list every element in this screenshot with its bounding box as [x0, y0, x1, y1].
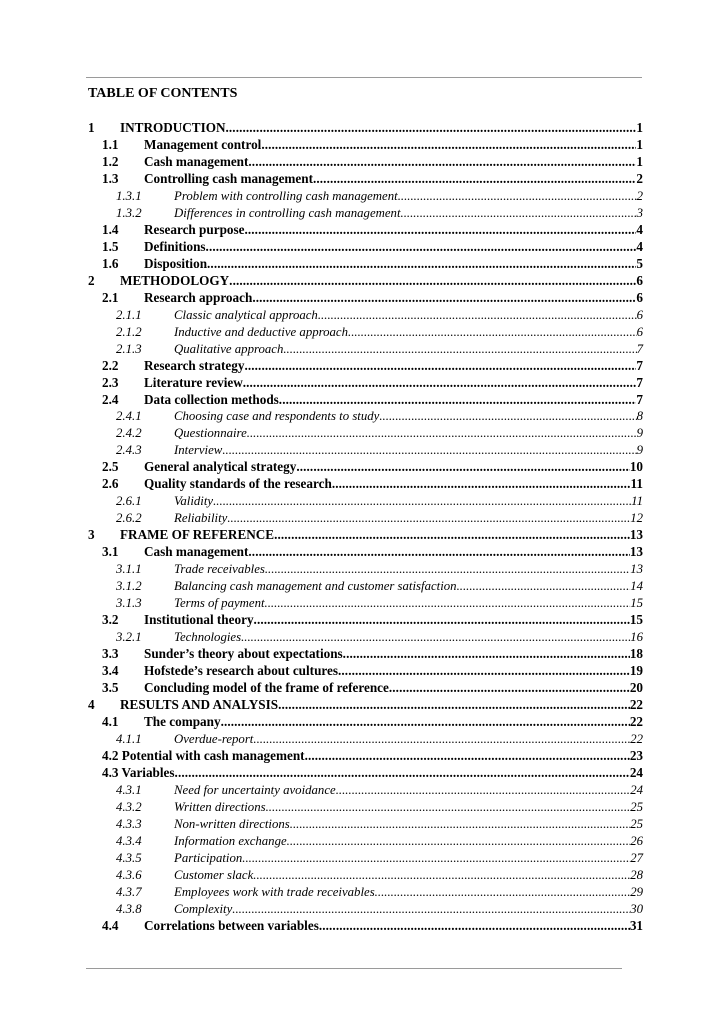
toc-entry-title: RESULTS AND ANALYSIS: [120, 696, 279, 712]
toc-entry-number: 1: [88, 120, 95, 135]
toc-entry-title: Definitions: [144, 238, 206, 254]
toc-dot-leader: [254, 612, 630, 629]
toc-dot-leader: [274, 527, 630, 544]
toc-entry-number: 1.3: [102, 170, 119, 186]
toc-entry[interactable]: [88, 154, 643, 171]
toc-dot-leader: [247, 425, 637, 442]
toc-dot-leader: [338, 663, 630, 680]
toc-entry-title: Customer slack: [174, 867, 254, 882]
toc-entry[interactable]: [88, 442, 643, 459]
toc-dot-leader: [336, 782, 631, 799]
toc-entry[interactable]: [88, 256, 643, 273]
toc-entry-title: Sunder’s theory about expectations: [144, 646, 343, 662]
toc-entry[interactable]: [88, 561, 643, 578]
toc-entry[interactable]: [88, 578, 643, 595]
toc-entry[interactable]: [88, 918, 643, 935]
toc-entry-title: Cash management: [144, 153, 249, 169]
toc-dot-leader: [318, 307, 637, 324]
toc-entry-title: Employees work with trade receivables: [174, 884, 375, 899]
toc-entry-number: 4.3.8: [116, 901, 142, 916]
toc-dot-leader: [332, 476, 631, 493]
toc-dot-leader: [283, 341, 636, 358]
toc-entry-page: 31: [629, 917, 643, 933]
toc-entry-number: 2.3: [102, 374, 119, 390]
toc-entry-title: General analytical strategy: [144, 459, 297, 475]
toc-entry-title: FRAME OF REFERENCE: [120, 527, 275, 543]
toc-entry-title: Balancing cash management and customer satisfaction: [174, 579, 457, 594]
toc-entry-title: 4.2 Potential with cash management: [102, 747, 305, 763]
toc-entry-title: Information exchange: [174, 833, 287, 848]
toc-entry-number: 2.4.3: [116, 443, 142, 458]
toc-entry-page: 7: [636, 357, 643, 373]
toc-entry-title: Disposition: [144, 255, 208, 271]
toc-dot-leader: [319, 918, 630, 935]
toc-entry-page: 7: [636, 341, 643, 356]
toc-entry-number: 4.3.5: [116, 850, 142, 865]
toc-entry-title: Interview: [174, 443, 223, 458]
toc-dot-leader: [389, 680, 630, 697]
toc-entry-page: 1: [636, 136, 643, 152]
toc-entry-title: Qualitative approach: [174, 341, 284, 356]
toc-entry-number: 2.6: [102, 476, 119, 492]
toc-entry-page: 6: [636, 307, 643, 322]
toc-entry-page: 13: [629, 527, 643, 543]
toc-entry[interactable]: [88, 375, 643, 392]
toc-dot-leader: [343, 646, 630, 663]
toc-entry-page: 6: [636, 289, 643, 305]
toc-entry-number: 1.2: [102, 153, 119, 169]
toc-entry-number: 2.6.2: [116, 511, 142, 526]
toc-dot-leader: [265, 561, 630, 578]
toc-entry-title: Research approach: [144, 289, 253, 305]
toc-entry-title: Controlling cash management: [144, 170, 313, 186]
toc-dot-leader: [175, 765, 630, 782]
toc-entry-title: Choosing case and respondents to study: [174, 409, 380, 424]
toc-entry[interactable]: [88, 799, 643, 816]
toc-dot-leader: [245, 222, 637, 239]
toc-dot-leader: [375, 884, 631, 901]
toc-entry-page: 16: [630, 630, 643, 645]
toc-entry-title: Questionnaire: [174, 426, 247, 441]
toc-entry-number: 1.3.1: [116, 188, 142, 203]
toc-entry-page: 1: [636, 120, 643, 135]
toc-entry-page: 29: [630, 884, 643, 899]
toc-entry-title: Need for uncertainty avoidance: [174, 782, 336, 797]
toc-entry-page: 22: [629, 696, 643, 712]
toc-dot-leader: [296, 459, 629, 476]
toc-entry-title: Reliability: [174, 511, 228, 526]
toc-entry-number: 1.3.2: [116, 205, 142, 220]
toc-dot-leader: [241, 629, 630, 646]
toc-entry-page: 12: [630, 511, 643, 526]
toc-entry-title: Institutional theory: [144, 612, 254, 628]
toc-entry-number: 3: [88, 527, 95, 543]
toc-entry-title: Written directions: [174, 799, 266, 814]
toc-dot-leader: [248, 154, 636, 171]
toc-entry-number: 2.1.3: [116, 341, 142, 356]
toc-entry-page: 23: [629, 747, 643, 763]
toc-entry-number: 1.4: [102, 221, 119, 237]
toc-entry-title: Quality standards of the research: [144, 476, 332, 492]
toc-entry-page: 6: [636, 324, 643, 339]
toc-dot-leader: [253, 867, 630, 884]
toc-entry-page: 11: [630, 476, 643, 492]
toc-entry[interactable]: [88, 867, 643, 884]
toc-entry[interactable]: [88, 222, 643, 239]
toc-entry-title: Management control: [144, 136, 262, 152]
toc-dot-leader: [398, 188, 637, 205]
toc-entry[interactable]: [88, 239, 643, 256]
toc-dot-leader: [207, 256, 636, 273]
toc-entry[interactable]: [88, 188, 643, 205]
toc-entry-number: 3.3: [102, 646, 119, 662]
toc-entry[interactable]: [88, 697, 643, 714]
toc-entry[interactable]: [88, 884, 643, 901]
toc-entry-title: 4.3 Variables: [102, 764, 175, 780]
toc-entry-page: 9: [636, 426, 643, 441]
toc-entry-page: 27: [630, 850, 643, 865]
toc-entry-page: 18: [629, 646, 643, 662]
toc-entry[interactable]: [88, 137, 643, 154]
toc-dot-leader: [226, 120, 637, 137]
toc-dot-leader: [290, 816, 630, 833]
toc-entry-number: 2.4.2: [116, 426, 142, 441]
toc-entry-title: Participation: [174, 850, 243, 865]
toc-entry[interactable]: [88, 120, 643, 137]
toc-entry-page: 25: [630, 816, 643, 831]
toc-entry-title: Data collection methods: [144, 391, 279, 407]
toc-dot-leader: [244, 358, 636, 375]
toc-dot-leader: [248, 544, 629, 561]
toc-entry[interactable]: [88, 273, 643, 290]
toc-entry-number: 4.3.3: [116, 816, 142, 831]
toc-entry-title: Trade receivables: [174, 562, 265, 577]
toc-entry-number: 2: [88, 272, 95, 288]
toc-dot-leader: [266, 799, 631, 816]
toc-entry[interactable]: [88, 459, 643, 476]
toc-entry-number: 3.1.1: [116, 562, 142, 577]
toc-dot-leader: [252, 290, 636, 307]
toc-entry[interactable]: [88, 324, 643, 341]
toc-entry[interactable]: [88, 425, 643, 442]
toc-entry-number: 4.3.4: [116, 833, 142, 848]
toc-entry-title: Research purpose: [144, 221, 245, 237]
toc-dot-leader: [242, 850, 630, 867]
toc-entry[interactable]: [88, 646, 643, 663]
toc-entry-page: 10: [629, 459, 643, 475]
toc-dot-leader: [379, 408, 636, 425]
toc-entry-number: 2.1: [102, 289, 119, 305]
toc-dot-leader: [227, 510, 630, 527]
toc-entry[interactable]: [88, 612, 643, 629]
toc-entry[interactable]: [88, 714, 643, 731]
toc-entry-page: 15: [629, 612, 643, 628]
toc-dot-leader: [313, 171, 636, 188]
toc-entry-title: Concluding model of the frame of reference: [144, 679, 389, 695]
toc-dot-leader: [213, 493, 631, 510]
toc-entry-page: 22: [629, 713, 643, 729]
toc-entry-page: 4: [636, 238, 643, 254]
toc-entry[interactable]: [88, 833, 643, 850]
toc-entry-title: Complexity: [174, 901, 233, 916]
toc-entry-number: 2.1.1: [116, 307, 142, 322]
toc-entry-title: METHODOLOGY: [120, 272, 230, 288]
toc-entry-page: 26: [630, 833, 643, 848]
toc-entry-number: 4.1: [102, 713, 119, 729]
toc-entry[interactable]: [88, 782, 643, 799]
toc-entry-number: 3.1: [102, 544, 119, 560]
toc-entry[interactable]: [88, 341, 643, 358]
toc-entry[interactable]: [88, 629, 643, 646]
toc-entry[interactable]: [88, 493, 643, 510]
toc-entry-page: 15: [630, 596, 643, 611]
toc-entry[interactable]: [88, 663, 643, 680]
toc-entry-page: 4: [636, 221, 643, 237]
toc-entry-number: 3.2: [102, 612, 119, 628]
toc-entry-title: Classic analytical approach: [174, 307, 318, 322]
toc-entry[interactable]: [88, 392, 643, 409]
toc-entry-number: 4.4: [102, 917, 119, 933]
toc-entry-title: The company: [144, 713, 221, 729]
toc-entry-page: 30: [630, 901, 643, 916]
toc-entry-title: Research strategy: [144, 357, 245, 373]
toc-dot-leader: [243, 375, 637, 392]
toc-entry[interactable]: [88, 476, 643, 493]
toc-entry-title: Problem with controlling cash management: [174, 188, 398, 203]
toc-entry-title: Correlations between variables: [144, 917, 319, 933]
toc-dot-leader: [278, 697, 630, 714]
toc-entry-number: 2.1.2: [116, 324, 142, 339]
toc-entry-title: Literature review: [144, 374, 243, 390]
toc-dot-leader: [401, 205, 637, 222]
toc-entry-number: 4: [88, 696, 95, 712]
toc-entry-page: 19: [629, 663, 643, 678]
toc-dot-leader: [253, 731, 630, 748]
toc-dot-leader: [221, 714, 630, 731]
toc-entry-page: 22: [630, 731, 643, 746]
toc-entry[interactable]: [88, 748, 643, 765]
toc-entry-page: 24: [630, 782, 643, 797]
toc-dot-leader: [229, 273, 636, 290]
toc-entry[interactable]: [88, 544, 643, 561]
toc-entry-number: 4.3.2: [116, 799, 142, 814]
toc-entry-page: 14: [630, 579, 643, 594]
header-rule: [86, 77, 642, 78]
toc-entry-page: 11: [631, 494, 643, 509]
toc-entry-title: INTRODUCTION: [120, 120, 226, 135]
toc-dot-leader: [305, 748, 630, 765]
toc-entry[interactable]: [88, 408, 643, 425]
toc-dot-leader: [287, 833, 631, 850]
toc-entry[interactable]: [88, 816, 643, 833]
toc-entry-number: 3.1.2: [116, 579, 142, 594]
toc-entry[interactable]: [88, 205, 643, 222]
toc-dot-leader: [265, 595, 631, 612]
toc-entry[interactable]: [88, 510, 643, 527]
toc-entry-page: 13: [630, 562, 643, 577]
toc-entry[interactable]: [88, 307, 643, 324]
toc-entry-page: 24: [629, 764, 643, 780]
toc-dot-leader: [206, 239, 637, 256]
toc-entry-number: 2.6.1: [116, 494, 142, 509]
toc-entry[interactable]: [88, 731, 643, 748]
toc-entry-title: Validity: [174, 494, 214, 509]
toc-dot-leader: [457, 578, 631, 595]
toc-entry[interactable]: [88, 171, 643, 188]
toc-entry-number: 4.1.1: [116, 731, 142, 746]
toc-entry-page: 5: [636, 255, 643, 271]
toc-entry-page: 25: [630, 799, 643, 814]
toc-entry-title: Terms of payment: [174, 596, 265, 611]
toc-entry[interactable]: [88, 527, 643, 544]
toc-entry[interactable]: [88, 595, 643, 612]
toc-entry-page: 3: [636, 205, 643, 220]
toc-entry-page: 13: [629, 544, 643, 560]
toc-entry[interactable]: [88, 850, 643, 867]
toc-entry-page: 28: [630, 867, 643, 882]
toc-entry-number: 1.1: [102, 136, 119, 152]
table-of-contents: [88, 120, 643, 935]
toc-dot-leader: [232, 901, 630, 918]
toc-dot-leader: [348, 324, 637, 341]
toc-entry-number: 1.6: [102, 255, 119, 271]
toc-entry-number: 3.4: [102, 663, 119, 678]
toc-entry-title: Hofstede’s research about cultures: [144, 663, 339, 678]
toc-dot-leader: [261, 137, 636, 154]
toc-entry[interactable]: [88, 765, 643, 782]
toc-entry-page: 2: [636, 170, 643, 186]
toc-entry-number: 2.5: [102, 459, 119, 475]
footer-rule: [86, 968, 622, 969]
toc-entry-title: Technologies: [174, 630, 242, 645]
toc-entry-page: 2: [636, 188, 643, 203]
toc-entry-page: 8: [636, 409, 643, 424]
toc-entry-page: 7: [636, 391, 643, 407]
toc-entry[interactable]: [88, 680, 643, 697]
toc-entry-number: 2.2: [102, 357, 119, 373]
toc-entry-title: Differences in controlling cash management: [174, 205, 401, 220]
toc-entry[interactable]: [88, 901, 643, 918]
toc-entry-number: 4.3.6: [116, 867, 142, 882]
toc-entry-page: 9: [636, 443, 643, 458]
toc-entry[interactable]: [88, 358, 643, 375]
toc-entry-title: Non-written directions: [174, 816, 290, 831]
toc-entry[interactable]: [88, 290, 643, 307]
toc-heading: TABLE OF CONTENTS: [88, 86, 238, 101]
toc-dot-leader: [222, 442, 636, 459]
toc-entry-page: 7: [636, 374, 643, 390]
toc-entry-page: 20: [629, 679, 643, 695]
toc-entry-number: 3.5: [102, 679, 119, 695]
toc-entry-number: 3.1.3: [116, 596, 142, 611]
toc-dot-leader: [279, 392, 637, 409]
toc-entry-title: Cash management: [144, 544, 249, 560]
toc-entry-number: 4.3.7: [116, 884, 142, 899]
toc-entry-number: 2.4.1: [116, 409, 142, 424]
toc-entry-number: 2.4: [102, 391, 119, 407]
toc-entry-title: Inductive and deductive approach: [174, 324, 349, 339]
toc-entry-number: 1.5: [102, 238, 119, 254]
toc-entry-page: 6: [636, 272, 643, 288]
toc-entry-page: 1: [636, 153, 643, 169]
toc-entry-number: 3.2.1: [116, 630, 142, 645]
toc-entry-title: Overdue-report: [174, 731, 254, 746]
toc-entry-number: 4.3.1: [116, 782, 142, 797]
